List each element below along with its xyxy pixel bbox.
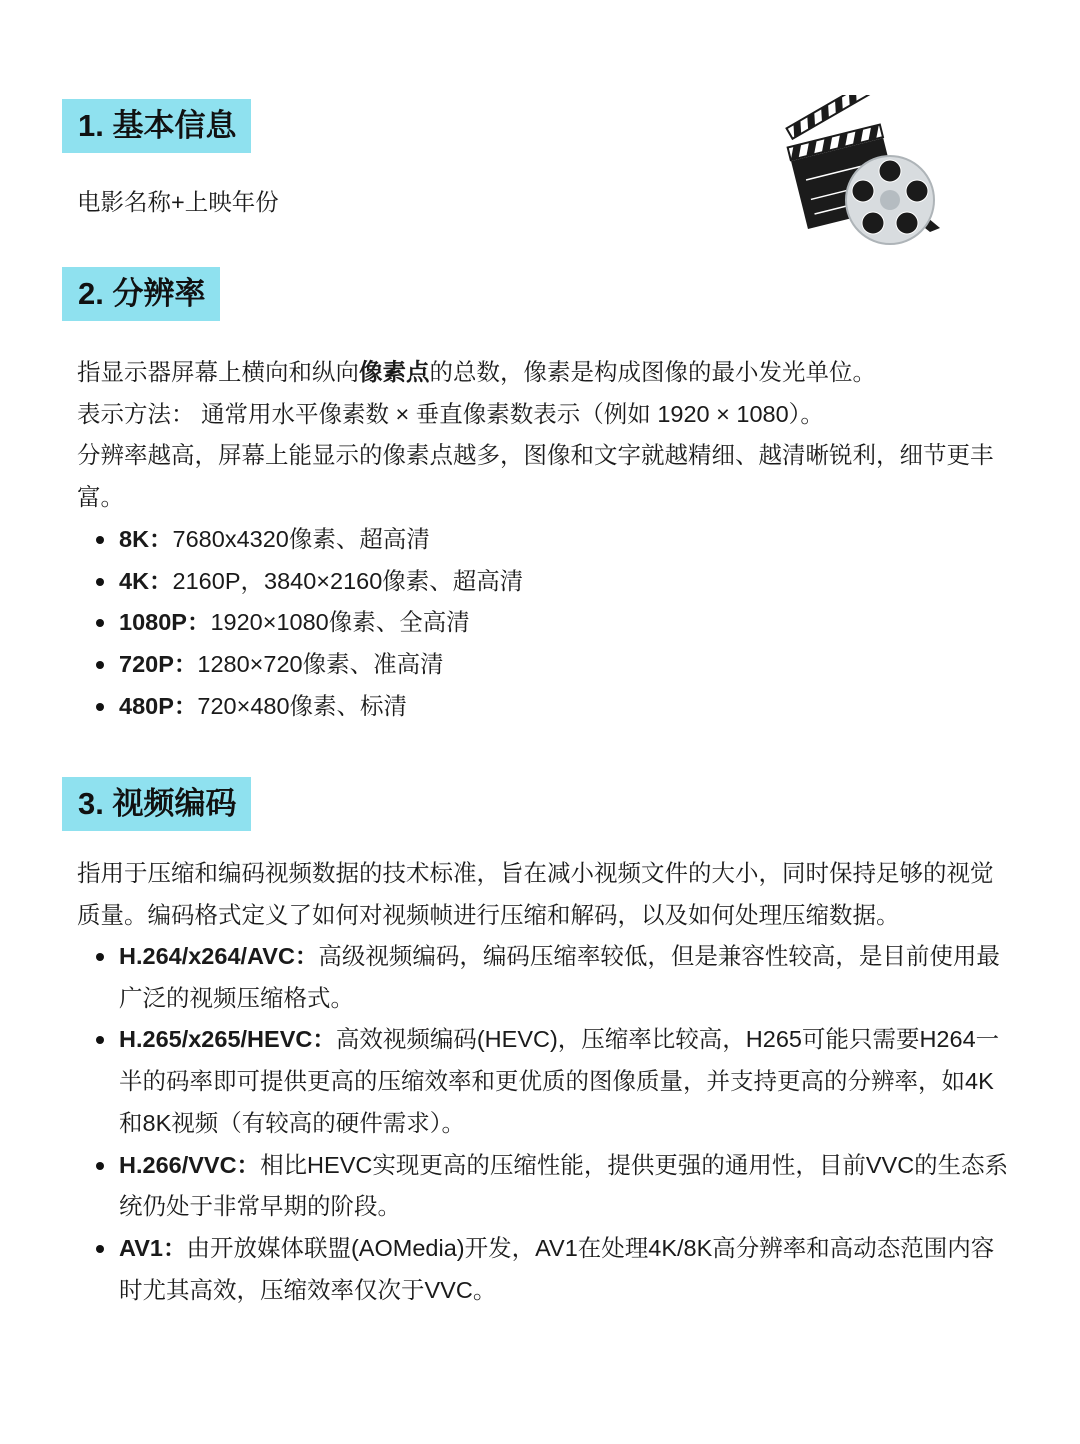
list-item [119,936,1009,1019]
list-item [119,1019,1009,1144]
item-label: H.265/x265/HEVC： [119,1026,336,1053]
definition-text: 指显示器屏幕上横向和纵向 [77,359,359,385]
section-heading-basic-info: 1. 基本信息 [62,99,251,153]
item-text: 1920×1080像素、全高清 [210,609,470,636]
item-text: 相比HEVC实现更高的压缩性能，提供更强的通用性，目前VVC的生态系统仍处于非常早期的阶段。 [119,1151,1009,1220]
item-label: AV1： [119,1234,187,1261]
section-heading-video-codec: 3. 视频编码 [62,777,251,831]
item-text: 7680x4320像素、超高清 [172,526,430,552]
definition-text-end: 的总数，像素是构成图像的最小发光单位。 [429,359,876,385]
resolution-description [77,352,1012,519]
item-label: 8K： [119,526,173,552]
codec-list [119,936,1009,1311]
pixel-emphasis: 像素点 [359,359,430,385]
resolution-list [119,519,1009,728]
item-label: 4K： [119,567,173,594]
item-text: 高级视频编码，编码压缩率较低，但是兼容性较高，是目前使用最广泛的视频压缩格式。 [119,943,1000,1011]
item-text: 由开放媒体联盟(AOMedia)开发，AV1在处理4K/8K高分辨率和高动态范围内容时尤其高效，压缩效率仅次于VVC。 [119,1234,995,1303]
list-item [119,686,1009,728]
item-label: H.266/VVC： [119,1151,261,1178]
item-text: 2160P，3840×2160像素、超高清 [172,567,524,594]
list-item [119,1145,1009,1228]
item-label: H.264/x264/AVC： [119,943,319,969]
list-item [119,644,1009,686]
item-text: 高效视频编码(HEVC)，压缩率比较高，H265可能只需要H264一半的码率即可提供更高的压缩效率和更优质的图像质量，并支持更高的分辨率，如4K和8K视频（有较高的硬件需求）。 [119,1026,1000,1136]
list-item [119,561,1009,603]
item-label: 1080P： [119,609,211,636]
codec-description [77,853,1012,936]
resolution-notation: 表示方法： 通常用水平像素数 × 垂直像素数表示（例如 1920 × 1080）。 [77,400,824,427]
list-item [119,519,1009,561]
item-text: 720×480像素、标清 [197,692,408,719]
resolution-effect: 分辨率越高，屏幕上能显示的像素点越多，图像和文字就越精细、越清晰锐利，细节更丰富。 [77,442,994,511]
resolution-definition [77,352,1012,394]
section-heading-resolution: 2. 分辨率 [62,267,220,321]
item-text: 1280×720像素、准高清 [197,651,444,678]
codec-body: 指用于压缩和编码视频数据的技术标准，旨在减小视频文件的大小，同时保持足够的视觉质量。编码格式定义了如何对视频帧进行压缩和解码，以及如何处理压缩数据。 [77,860,994,928]
basic-info-body: 电影名称+上映年份 [77,189,279,215]
list-item [119,1228,1009,1311]
item-label: 480P： [119,692,198,719]
film-clapperboard-and-reel-icon [785,95,945,245]
list-item [119,602,1009,644]
item-label: 720P： [119,651,198,678]
